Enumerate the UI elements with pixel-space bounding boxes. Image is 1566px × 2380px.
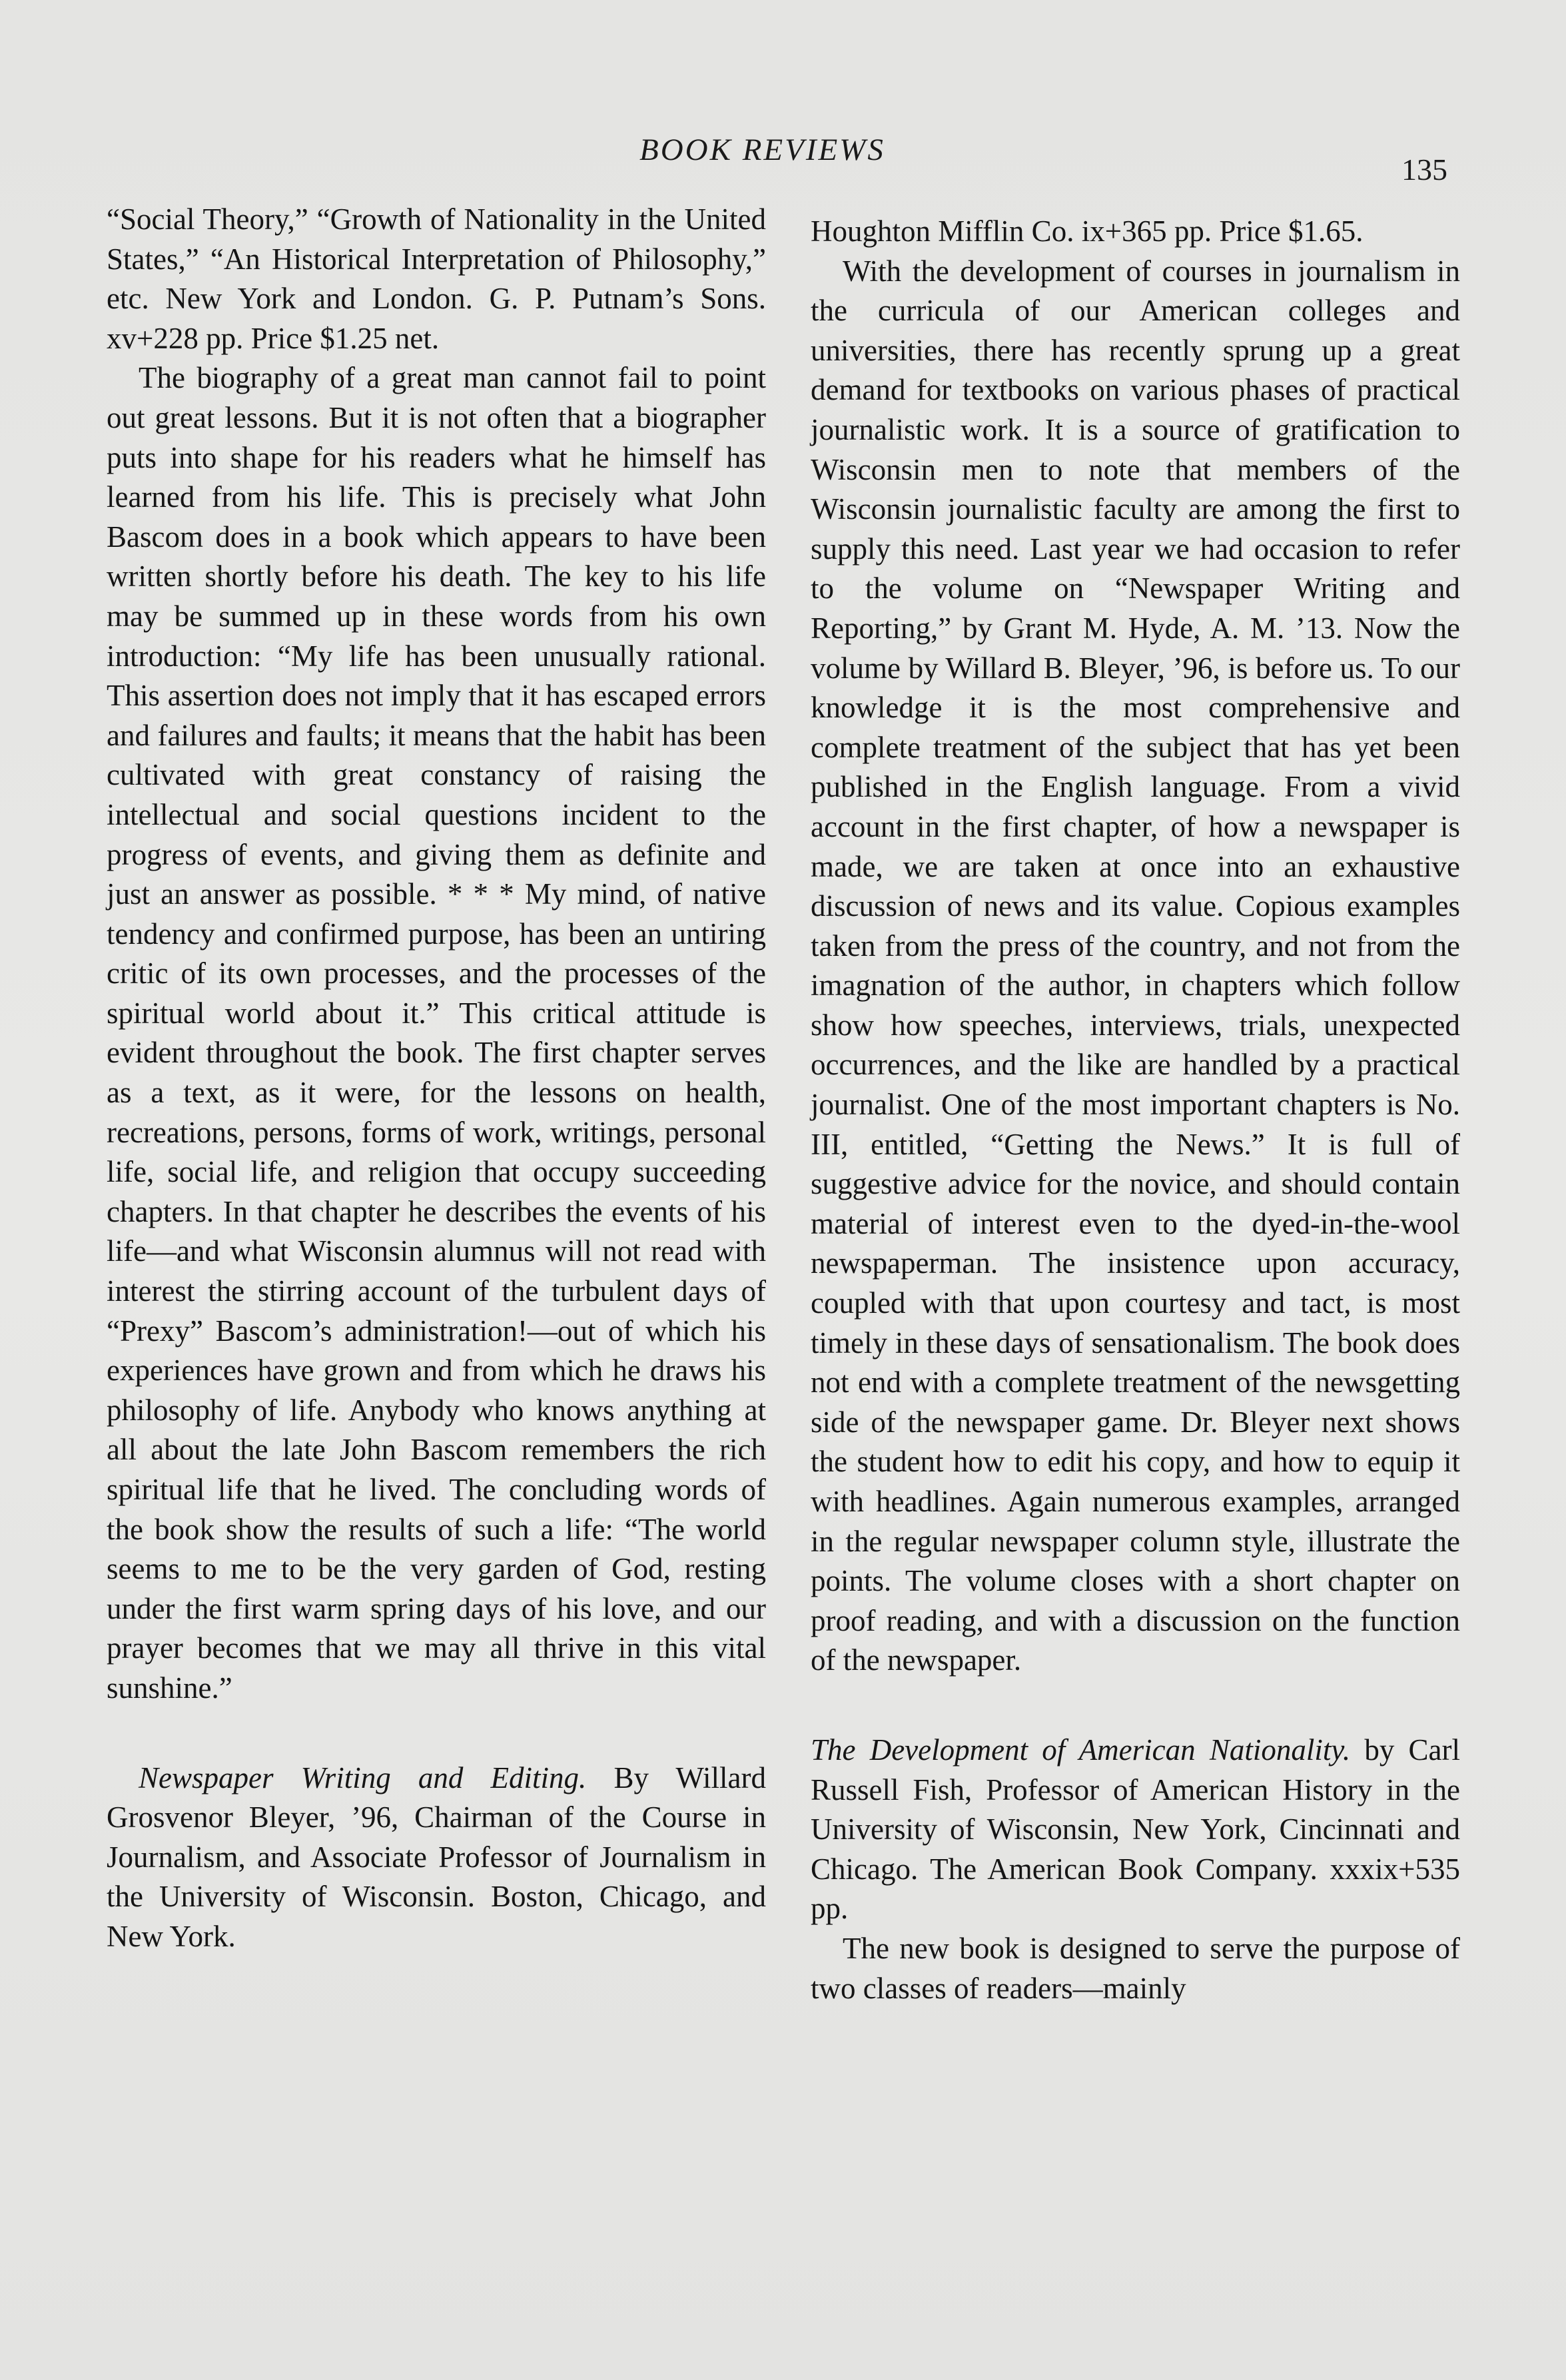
left-column (107, 200, 766, 1957)
running-head: BOOK REVIEWS (639, 133, 885, 167)
left-paragraph-1: “Social Theory,” “Growth of Nationality in the United States,” “An Historical Interpretation of Philosophy,” etc. New York and London. G. P. Putnam’s Sons. xv+228 pp. Price $1.25 net. (107, 202, 766, 355)
right-paragraph-2: With the development of courses in journalism in the curricula of our American colleges and universities, there has recently sprung up a great demand for textbooks on various phases of practical journalistic work. It is a source of gratification to Wisconsin men to note that members of the Wisconsin journalistic faculty are among the first to supply this need. Last year we had occasion to refer to the volume on “Newspaper Writing and Reporting,” by Grant M. Hyde, A. M. ’13. Now the volume by Willard B. Bleyer, ’96, is before us. To our knowledge it is the most comprehensive and complete treatment of the subject that has yet been published in the English language. From a vivid account in the first chapter, of how a newspaper is made, we are taken at once into an exhaustive discussion of news and its value. Copious examples taken from the press of the country, and not from the imagnation of the author, in chapters which follow show how speeches, interviews, trials, unexpected occurrences, and the like are handled by a practical journalist. One of the most important chapters is No. III, entitled, “Getting the News.” It is full of suggestive advice for the novice, and should contain material of interest even to the dyed-in-the-wool newspaperman. The insistence upon accuracy, coupled with that upon courtesy and tact, is most timely in these days of sensationalism. The book does not end with a complete treatment of the newsgetting side of the newspaper game. Dr. Bleyer next shows the student how to edit his copy, and how to equip it with headlines. Again numerous examples, arranged in the regular newspaper column style, illustrate the points. The volume closes with a short chapter on proof reading, and with a discussion on the function of the newspaper. (811, 254, 1460, 1677)
right-paragraph-1: Houghton Mifflin Co. ix+365 pp. Price $1.65. (811, 214, 1364, 248)
right-paragraph-3-text: by Carl Russell Fish, Professor of American History in the University of Wisconsin, New York, Cincinnati and Chicago. The American Book Company. xxxix+535 pp. (811, 1733, 1460, 1926)
right-paragraph-3 (811, 1731, 1460, 1929)
right-paragraph-4: The new book is designed to serve the purpose of two classes of readers—mainly (811, 1931, 1460, 2005)
left-paragraph-2: The biography of a great man cannot fail to point out great lessons. But it is not often that a biographer puts into shape for his readers what he himself has learned from his life. This is precisely what John Bascom does in a book which appears to have been written shortly before his death. The key to his life may be summed up in these words from his own introduction: “My life has been unusually rational. This assertion does not imply that it has escaped errors and failures and faults; it means that the habit has been cultivated with great constancy of raising the intellectual and social questions incident to the progress of events, and giving them as definite and just an answer as possible. * * * My mind, of native tendency and confirmed purpose, has been an untiring critic of its own processes, and the processes of the spiritual world about it.” This critical attitude is evident throughout the book. The first chapter serves as a text, as it were, for the lessons on health, recreations, persons, forms of work, writings, personal life, social life, and religion that occupy succeeding chapters. In that chapter he describes the events of his life—and what Wisconsin alumnus will not read with interest the stirring account of the turbulent days of “Prexy” Bascom’s administration!—out of which his experiences have grown and from which he draws his philosophy of life. Anybody who knows anything at all about the late John Bascom remembers the rich spiritual life that he lived. The concluding words of the book show the results of such a life: “The world seems to me to be the very garden of God, resting under the first warm spring days of his love, and our prayer becomes that we may all thrive in this vital sunshine.” (107, 361, 766, 1705)
left-paragraph-3 (107, 1759, 766, 1957)
book-title-american-nationality: The Development of American Nationality. (811, 1733, 1351, 1767)
page-number: 135 (1401, 153, 1447, 187)
left-paragraph-3-text: By Willard Grosvenor Bleyer, ’96, Chairman of the Course in Journalism, and Associate Professor of Journalism in the University of Wisconsin. Boston, Chicago, and New York. (107, 1761, 766, 1953)
right-column (811, 212, 1460, 2008)
book-title-newspaper-writing: Newspaper Writing and Editing. (139, 1761, 587, 1794)
